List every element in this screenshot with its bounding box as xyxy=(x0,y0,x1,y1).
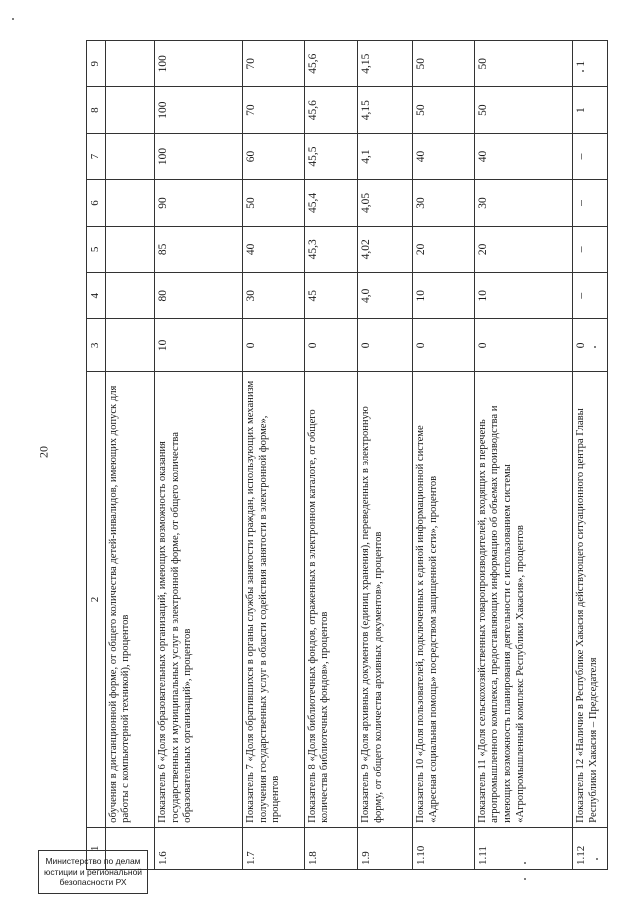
indicator-value xyxy=(105,133,154,179)
indicator-value: 0 xyxy=(304,319,357,372)
column-header: 8 xyxy=(87,87,106,133)
indicator-value: 45,3 xyxy=(304,226,357,272)
indicator-value: 0 xyxy=(243,319,305,372)
table-row xyxy=(357,41,412,870)
indicator-value: 0 xyxy=(413,319,475,372)
indicator-value xyxy=(105,87,154,133)
scan-speck xyxy=(596,858,598,860)
column-header: 3 xyxy=(87,319,106,372)
indicator-value: 45,5 xyxy=(304,133,357,179)
indicator-value: 10 xyxy=(413,273,475,319)
indicator-value: 50 xyxy=(474,41,572,87)
indicator-value: 40 xyxy=(413,133,475,179)
table-row xyxy=(243,41,305,870)
table-row xyxy=(154,41,242,870)
indicator-value: 45,4 xyxy=(304,180,357,226)
indicator-value: 20 xyxy=(413,226,475,272)
indicator-description: обучения в дистанционной форме, от общего количества детей-инвалидов, имеющих допуск для работы с компьютерной техникой), процентов xyxy=(105,372,154,828)
indicator-value: 0 xyxy=(357,319,412,372)
indicator-value: 10 xyxy=(154,319,242,372)
indicator-value: 70 xyxy=(243,87,305,133)
indicator-value: 100 xyxy=(154,133,242,179)
indicator-value: 50 xyxy=(474,87,572,133)
row-code: 1.10 xyxy=(413,827,475,869)
column-header: 6 xyxy=(87,180,106,226)
row-code: 1.8 xyxy=(304,827,357,869)
row-code: 1.7 xyxy=(243,827,305,869)
indicator-value: 50 xyxy=(413,87,475,133)
row-code: 1.6 xyxy=(154,827,242,869)
scan-speck xyxy=(12,18,14,20)
row-code: 1.11 xyxy=(474,827,572,869)
indicator-value: 40 xyxy=(243,226,305,272)
indicator-value: 60 xyxy=(243,133,305,179)
indicator-description: Показатель 7 «Доля обратившихся в органы службы занятости граждан, использующих механизм получения государственных услуг в области содействия занятости в электронной форме», процентов xyxy=(243,372,305,828)
indicator-description: Показатель 11 «Доля сельскохозяйственных товаропроизводителей, входящих в перечень агропромышленного комплекса, предоставляющих информацию об объемах производства и имеющих возможность планирования деятельности с использованием системы «Агропромышленный комплекс Республики Хакасия», процентов xyxy=(474,372,572,828)
column-header: 9 xyxy=(87,41,106,87)
indicator-value: 100 xyxy=(154,87,242,133)
table-row xyxy=(304,41,357,870)
row-code: 1.9 xyxy=(357,827,412,869)
indicator-value: 4,05 xyxy=(357,180,412,226)
indicator-value: 10 xyxy=(474,273,572,319)
scan-speck xyxy=(594,346,596,348)
indicator-value: 4,15 xyxy=(357,41,412,87)
indicator-value: 30 xyxy=(474,180,572,226)
table-row xyxy=(105,41,154,870)
table-row xyxy=(413,41,475,870)
ministry-stamp: Министерство по делам юстиции и региональной безопасности РХ xyxy=(38,850,148,894)
indicator-value: 45,6 xyxy=(304,87,357,133)
indicator-value: 40 xyxy=(474,133,572,179)
indicator-value xyxy=(105,226,154,272)
indicator-value: 45 xyxy=(304,273,357,319)
table-row xyxy=(573,41,608,870)
indicator-description: Показатель 12 «Наличие в Республике Хакасия действующего ситуационного центра Главы Республики Хакасия – Председателя xyxy=(573,372,608,828)
indicator-description: Показатель 10 «Доля пользователей, подключенных к единой информационной системе «Адресная социальная помощь» посредством защищенной сети», процентов xyxy=(413,372,475,828)
row-code: 1.12 xyxy=(573,827,608,869)
scan-speck xyxy=(524,878,526,880)
indicator-value: 4,02 xyxy=(357,226,412,272)
indicator-value: 20 xyxy=(474,226,572,272)
indicator-value: – xyxy=(573,133,608,179)
indicator-value: 4,0 xyxy=(357,273,412,319)
scan-speck xyxy=(524,862,526,864)
indicator-value: 85 xyxy=(154,226,242,272)
column-header: 5 xyxy=(87,226,106,272)
indicator-description: Показатель 9 «Доля архивных документов (единиц хранения), переведенных в электронную форму, от общего количества архивных документов», процентов xyxy=(357,372,412,828)
indicator-value xyxy=(105,41,154,87)
indicator-value: 100 xyxy=(154,41,242,87)
indicator-description: Показатель 6 «Доля образовательных организаций, имеющих возможность оказания государственных и муниципальных услуг в электронной форме, от общего количества образовательных организаций», процентов xyxy=(154,372,242,828)
indicator-value: 1 xyxy=(573,41,608,87)
indicator-value: 1 xyxy=(573,87,608,133)
table-body xyxy=(87,41,608,870)
indicator-value: 45,6 xyxy=(304,41,357,87)
table-header-row xyxy=(87,41,106,870)
indicator-value: 80 xyxy=(154,273,242,319)
scan-speck xyxy=(582,70,584,72)
indicator-value: 90 xyxy=(154,180,242,226)
indicator-value: – xyxy=(573,180,608,226)
indicator-value xyxy=(105,180,154,226)
indicator-value: 4,15 xyxy=(357,87,412,133)
indicator-value: – xyxy=(573,273,608,319)
column-header: 1 xyxy=(87,827,106,869)
indicator-description: Показатель 8 «Доля библиотечных фондов, отраженных в электронном каталоге, от общего количества библиотечных фондов», процентов xyxy=(304,372,357,828)
indicator-value xyxy=(105,273,154,319)
indicator-value: 30 xyxy=(243,273,305,319)
indicator-value: 30 xyxy=(413,180,475,226)
rotated-page-content xyxy=(86,40,608,870)
indicator-value: 50 xyxy=(413,41,475,87)
indicators-table xyxy=(86,40,608,870)
page-number: 20 xyxy=(36,446,51,458)
indicator-value: 0 xyxy=(573,319,608,372)
table-row xyxy=(474,41,572,870)
indicator-value: 0 xyxy=(474,319,572,372)
indicator-value xyxy=(105,319,154,372)
indicator-value: – xyxy=(573,226,608,272)
indicator-value: 70 xyxy=(243,41,305,87)
column-header: 4 xyxy=(87,273,106,319)
column-header: 2 xyxy=(87,372,106,828)
indicator-value: 4,1 xyxy=(357,133,412,179)
column-header: 7 xyxy=(87,133,106,179)
indicator-value: 50 xyxy=(243,180,305,226)
